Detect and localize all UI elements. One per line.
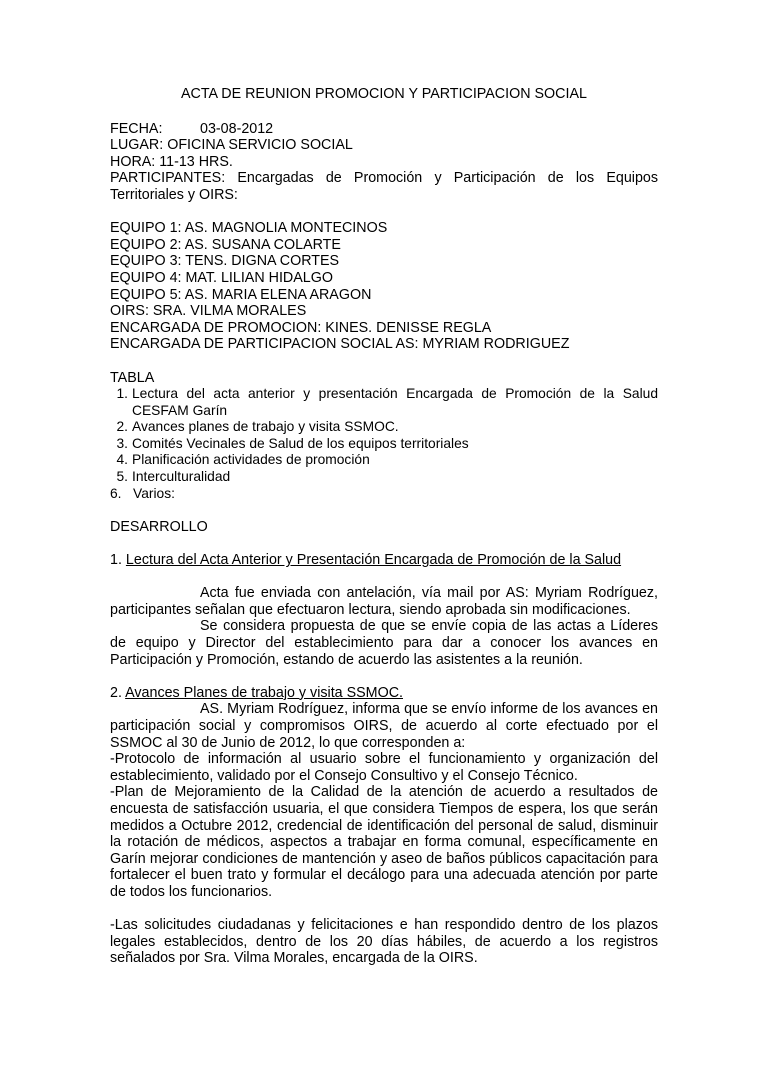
list-text: Comités Vecinales de Salud de los equipos territoriales bbox=[132, 435, 469, 451]
equipo-line: EQUIPO 4: MAT. LILIAN HIDALGO bbox=[110, 269, 333, 286]
equipo-line: EQUIPO 1: AS. MAGNOLIA MONTECINOS bbox=[110, 220, 388, 237]
list-number: 1. bbox=[116, 386, 128, 402]
tabla-list bbox=[110, 386, 658, 502]
list-item bbox=[110, 469, 658, 486]
paragraph: -Plan de Mejoramiento de la Calidad de la atención de acuerdo a resultados de encuesta de satisfacción usuaria, el que considera Tiempos de espera, los que serán medidos a Octubre 2012, credencial de identificación del personal de salud, disminuir la rotación de médicos, aspectos a trabajar en forma comunal, específicamente en Garín mejorar condiciones de mantención y aseo de baños públicos capacitación para fortalecer el buen trato y formular el decálogo para una adecuada atención por parte de todos los funcionarios. bbox=[110, 784, 658, 900]
spacer bbox=[110, 204, 658, 221]
list-item bbox=[110, 452, 658, 469]
spacer bbox=[110, 668, 658, 685]
list-item bbox=[110, 486, 658, 503]
list-item bbox=[110, 419, 658, 436]
fecha-line bbox=[110, 121, 658, 138]
list-number: 2. bbox=[116, 419, 128, 435]
spacer bbox=[110, 901, 658, 918]
list-number: 4. bbox=[116, 452, 128, 468]
equipo-line: EQUIPO 2: AS. SUSANA COLARTE bbox=[110, 236, 341, 253]
paragraph: Acta fue enviada con antelación, vía mail por AS: Myriam Rodríguez, participantes señalan que efectuaron lectura, siendo aprobada sin modificaciones. bbox=[110, 585, 658, 618]
spacer bbox=[110, 353, 658, 370]
paragraph: -Protocolo de información al usuario sobre el funcionamiento y organización del establecimiento, validado por el Consejo Consultivo y el Consejo Técnico. bbox=[110, 751, 658, 784]
paragraph: -Las solicitudes ciudadanas y felicitaciones e han respondido dentro de los plazos legales establecidos, dentro de los 20 días hábiles, de acuerdo a los registros señalados por Sra. Vilma Morales, encargada de la OIRS. bbox=[110, 917, 658, 967]
section-number: 2. bbox=[110, 684, 122, 701]
list-text: Interculturalidad bbox=[132, 469, 231, 485]
lugar-line: LUGAR: OFICINA SERVICIO SOCIAL bbox=[110, 137, 353, 154]
section-2-heading bbox=[110, 685, 658, 702]
fecha-label: FECHA: bbox=[110, 120, 163, 137]
equipo-line: ENCARGADA DE PARTICIPACION SOCIAL AS: MYRIAM RODRIGUEZ bbox=[110, 336, 570, 353]
list-text: Varios: bbox=[133, 485, 175, 501]
fecha-value: 03-08-2012 bbox=[200, 120, 274, 137]
equipo-line: ENCARGADA DE PROMOCION: KINES. DENISSE REGLA bbox=[110, 319, 492, 336]
equipo-line: EQUIPO 5: AS. MARIA ELENA ARAGON bbox=[110, 286, 372, 303]
list-number: 3. bbox=[116, 435, 128, 451]
section-title: Avances Planes de trabajo y visita SSMOC. bbox=[125, 684, 403, 701]
participantes-line: PARTICIPANTES: Encargadas de Promoción y Participación de los Equipos Territoriales y OIRS: bbox=[110, 170, 658, 203]
spacer bbox=[110, 535, 658, 552]
spacer bbox=[110, 502, 658, 519]
list-text: Avances planes de trabajo y visita SSMOC. bbox=[132, 419, 399, 435]
paragraph: AS. Myriam Rodríguez, informa que se envío informe de los avances en participación social y compromisos OIRS, de acuerdo al corte efectuado por el SSMOC al 30 de Junio de 2012, lo que corresponden a: bbox=[110, 701, 658, 751]
list-number: 6. bbox=[110, 485, 122, 501]
desarrollo-label: DESARROLLO bbox=[110, 518, 208, 535]
list-item bbox=[110, 386, 658, 419]
list-item bbox=[110, 436, 658, 453]
paragraph: Se considera propuesta de que se envíe copia de las actas a Líderes de equipo y Director del establecimiento para dar a conocer los avances en Participación y Promoción, estando de acuerdo las asistentes a la reunión. bbox=[110, 618, 658, 668]
list-number: 5. bbox=[116, 469, 128, 485]
list-text: Lectura del acta anterior y presentación Encargada de Promoción de la Salud CESFAM Garín bbox=[132, 386, 658, 418]
equipos-list bbox=[110, 220, 658, 353]
section-title: Lectura del Acta Anterior y Presentación Encargada de Promoción de la Salud bbox=[125, 552, 622, 569]
equipo-line: EQUIPO 3: TENS. DIGNA CORTES bbox=[110, 253, 340, 270]
equipo-line: OIRS: SRA. VILMA MORALES bbox=[110, 303, 307, 320]
list-text: Planificación actividades de promoción bbox=[132, 452, 370, 468]
tabla-label: TABLA bbox=[110, 369, 155, 386]
section-number: 1. bbox=[110, 552, 122, 569]
spacer bbox=[110, 569, 658, 586]
hora-line: HORA: 11-13 HRS. bbox=[110, 153, 233, 170]
document-title: ACTA DE REUNION PROMOCION Y PARTICIPACION SOCIAL bbox=[181, 86, 587, 102]
section-1-heading bbox=[110, 552, 658, 569]
